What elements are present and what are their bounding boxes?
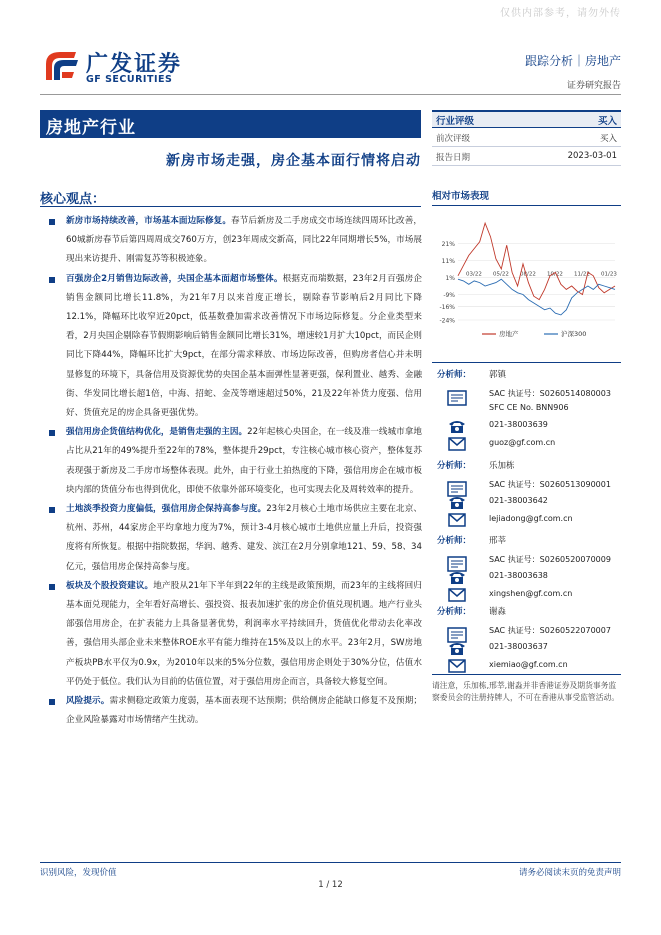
- bullet-item: 土地淡季投资力度偏低，强信用房企保持高参与度。23年2月核心土地市场供应主要在北京、杭州、苏州，44家房企平均拿地力度为7%，预计3-4月核心城市土地供应量上升后，投资强度将有所恢复。根据中指院数据，华润、越秀、建发、滨江在2月分别拿地121、59、58、34亿元，强信用房企保持高参与度。: [40, 500, 422, 577]
- bullet-square-icon: [49, 277, 55, 283]
- analyst-name: 谢淼: [489, 607, 507, 617]
- analyst-name: 郭镇: [489, 370, 507, 380]
- bullet-item: 新房市场持续改善，市场基本面边际修复。春节后新房及二手房成交市场连续四周环比改善，60城新房春节后第四周周成交760万方，创23年周成交新高，同比22年同期增长5%，市场展现出来访提升、刚需复苏等积极迹象。: [40, 212, 422, 270]
- rating-label: 行业评级: [436, 116, 475, 127]
- footer-slogan: 识别风险，发现价值: [40, 868, 117, 878]
- analyst-sac: SAC 执证号：S0260513090001: [489, 480, 611, 489]
- watermark: 仅供内部参考，请勿外传: [500, 8, 621, 19]
- x-tick-label: 10/22: [547, 271, 563, 278]
- rating-header: [432, 110, 621, 128]
- analyst-sfc: SFC CE No. BNN906: [489, 403, 569, 412]
- analyst-email[interactable]: xiemiao@gf.com.cn: [489, 660, 568, 669]
- rating-row: [432, 128, 621, 147]
- analyst-email[interactable]: guoz@gf.com.cn: [489, 438, 556, 447]
- analyst-label: 分析师：: [437, 607, 472, 617]
- analyst-name: 乐加栋: [489, 461, 515, 471]
- series-line-1: [458, 279, 615, 315]
- x-tick-label: 03/22: [466, 271, 482, 278]
- analyst-email[interactable]: lejiadong@gf.com.cn: [489, 514, 573, 523]
- legend-label: 房地产: [499, 330, 519, 338]
- rating-value: 买入: [597, 116, 617, 127]
- analyst-label: 分析师：: [437, 370, 472, 380]
- analyst-name: 邢莘: [489, 536, 507, 546]
- registration-note: 请注意，乐加栋,邢莘,谢淼并非香港证券及期货事务监察委员会的注册持牌人，不可在香港从事受监管活动。: [432, 681, 620, 702]
- rating-row-value: 2023-03-01: [567, 151, 617, 161]
- bullet-square-icon: [49, 219, 55, 225]
- headline: 新房市场走强，房企基本面行情将启动: [166, 153, 421, 169]
- y-tick-label: 21%: [441, 241, 455, 248]
- logo-en: GF SECURITIES: [86, 74, 173, 85]
- bullet-item: 百强房企2月销售边际改善，央国企基本面超市场整体。根据克而瑞数据，23年2月百强房企销售金额同比增长11.8%，为21年7月以来首度正增长，剔除春节影响后2月同比下降12.1%，降幅环比收窄近20pct，低基数叠加需求改善情况下市场边际修复。分企业类型来看，2月央国企剔除春节假期影响后销售金额同比增长31%，增速较1月扩大10pct，而民企则同比下降44%，降幅环比扩大9pct，在部分需求释放、市场边际改善，但购房者信心并未明显修复的环境下，具备信用及资源优势的央国企基本面弹性显著更强，保利置业、越秀、金融街、华发同比增长超1倍，中海、招蛇、金茂等增速超过50%，21及22年补货力度强、信用好、货值充足的房企具备更强优势。: [40, 270, 422, 424]
- analyst-phone: 021-38003638: [489, 571, 548, 580]
- phone-icon: [446, 569, 468, 585]
- analyst-phone: 021-38003642: [489, 496, 548, 505]
- report-type: 跟踪分析｜房地产: [524, 54, 621, 68]
- rating-row-value: 买入: [599, 134, 617, 144]
- report-category: 证券研究报告: [566, 81, 621, 91]
- analyst-phone: 021-38003637: [489, 642, 548, 651]
- bullet-item: 强信用房企货值结构优化，是销售走强的主因。22年起核心央国企，在一线及准一线城市拿地占比从21年的49%提升至22年的78%，整体提升29pct，专注核心城市核心资产，整体复苏表现强于新房及二手房市场整体表现。此外，由于行业土拍热度的下降，强信用房企在城市板块内部的货值分布也得到优化，即使不依靠外部环境变化，也可实现去化及周转效率的提升。: [40, 423, 422, 500]
- core-bullets: [40, 212, 422, 730]
- mail-icon: [446, 658, 468, 674]
- chart-title: 相对市场表现: [432, 191, 490, 202]
- bullet-square-icon: [49, 699, 55, 705]
- relative-performance-chart: [432, 210, 621, 350]
- bullet-square-icon: [49, 507, 55, 513]
- analyst-email[interactable]: xingshen@gf.com.cn: [489, 589, 573, 598]
- rating-row-key: 前次评级: [436, 134, 471, 144]
- industry-title: 房地产行业: [46, 118, 136, 138]
- bullet-item: 板块及个股投资建议。地产股从21年下半年到22年的主线是政策预期，而23年的主线将回归基本面兑现能力，全年看好高增长、强投资、报表加速扩张的房企价值兑现机遇。地产行业头部强信用房企，在扩表能力上具备显著优势，利润率水平持续回升，货值优化带动去化率改善，强信用头部企业未来整体ROE水平有能力维持在15%及以上的水平。23年2月，SW房地产板块PB水平仅为0.9x，为2010年以来的5%分位数，强信用房企则处于30%分位，估值水平仍处于低位。我们认为目前的估值位置，对于强信用房企而言，具备较大修复空间。: [40, 577, 422, 692]
- y-tick-label: -9%: [443, 292, 455, 299]
- chart-divider: [432, 205, 621, 206]
- analyst-label: 分析师：: [437, 461, 472, 471]
- y-tick-label: -24%: [439, 317, 455, 325]
- bullet-square-icon: [49, 584, 55, 590]
- header-divider: [40, 94, 621, 95]
- analyst-sac: SAC 执证号：S0260520070009: [489, 555, 611, 564]
- y-tick-label: -16%: [439, 303, 455, 311]
- x-tick-label: 05/22: [493, 271, 509, 278]
- note-divider: [432, 674, 621, 675]
- legend-label: 沪深300: [561, 330, 587, 338]
- x-tick-label: 08/22: [520, 271, 536, 278]
- page-number: 1 / 12: [318, 880, 343, 890]
- y-tick-label: 1%: [445, 275, 455, 282]
- analyst-phone: 021-38003639: [489, 420, 548, 429]
- phone-icon: [446, 418, 468, 434]
- bullet-item: 风险提示。需求侧稳定政策力度弱，基本面表现不达预期；供给侧房企能缺口修复不及预期；企业风险暴露对市场情绪产生扰动。: [40, 692, 422, 730]
- footer-disclaimer[interactable]: 请务必阅读末页的免责声明: [518, 868, 621, 878]
- phone-icon: [446, 494, 468, 510]
- mail-icon: [446, 436, 468, 452]
- analyst-sac: SAC 执证号：S0260514080003: [489, 389, 611, 398]
- rating-row: [432, 147, 621, 166]
- rating-row-key: 报告日期: [436, 153, 471, 163]
- logo-cn: 广发证券: [86, 52, 183, 77]
- footer-divider: [40, 862, 621, 863]
- x-tick-label: 01/23: [601, 271, 617, 278]
- core-divider: [40, 206, 421, 207]
- core-heading: 核心观点：: [40, 192, 106, 207]
- analyst-sac: SAC 执证号：S0260522070007: [489, 626, 611, 635]
- id-card-icon: [446, 390, 468, 406]
- bullet-square-icon: [49, 430, 55, 436]
- y-tick-label: 11%: [441, 258, 455, 265]
- analyst-divider: [432, 362, 621, 363]
- x-tick-label: 11/22: [574, 271, 590, 278]
- mail-icon: [446, 512, 468, 528]
- mail-icon: [446, 587, 468, 603]
- phone-icon: [446, 640, 468, 656]
- analyst-label: 分析师：: [437, 536, 472, 546]
